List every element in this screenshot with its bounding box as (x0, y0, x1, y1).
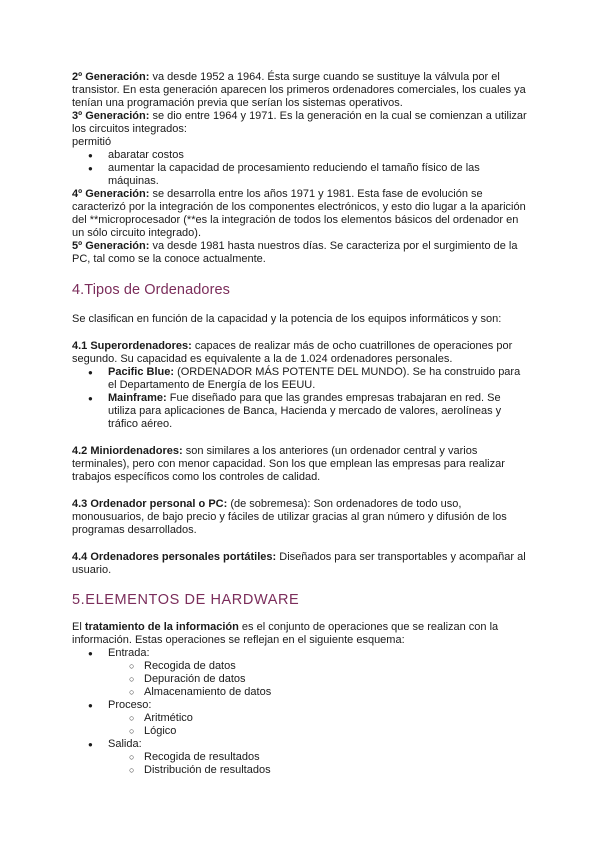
list-item-text: Fue diseñado para que las grandes empresas trabajaran en red. Se utiliza para aplicaciones de Banca, Hacienda y mercado de valores, aerolíneas y tráfico aéreo. (108, 392, 502, 430)
section-4-1 (72, 340, 528, 366)
list-item (72, 392, 528, 431)
scheme-list (72, 647, 528, 777)
section-4-2-text: son similares a los anteriores (un ordenador central y varios terminales), pero con menor capacidad. Son los que emplean las empresas para realizar trabajos específicos como los controles de calidad. (72, 445, 505, 483)
generation-3-label: 3º Generación: (72, 110, 150, 122)
section-4-1-label: 4.1 Superordenadores: (72, 340, 192, 352)
generation-2-label: 2º Generación: (72, 71, 150, 83)
section-4-4 (72, 551, 528, 577)
section-4-4-label: 4.4 Ordenadores personales portátiles: (72, 551, 277, 563)
section-4-2 (72, 445, 528, 484)
scheme-entrada-label: Entrada: (108, 647, 150, 659)
generation-3-list (72, 149, 528, 188)
section-5-intro-pre: El (72, 621, 85, 633)
section-4-3-label: 4.3 Ordenador personal o PC: (72, 498, 228, 510)
list-item (72, 366, 528, 392)
list-item-text: (ORDENADOR MÁS POTENTE DEL MUNDO). Se ha construido para el Departamento de Energía de los EEUU. (108, 366, 521, 391)
document-content (72, 71, 528, 777)
generation-5-label: 5º Generación: (72, 240, 150, 252)
section-4-2-label: 4.2 Miniordenadores: (72, 445, 183, 457)
section-4-3 (72, 498, 528, 537)
list-item: ○ Aritmético (108, 712, 528, 725)
section-5-intro-post: es el conjunto de operaciones que se realizan con la información. Estas operaciones se reflejan en el siguiente esquema: (72, 621, 499, 646)
section-5-intro-bold: tratamiento de la información (84, 621, 239, 633)
section-4-intro: Se clasifican en función de la capacidad y la potencia de los equipos informáticos y son: (72, 313, 502, 325)
list-item: ○ Distribución de resultados (108, 764, 528, 777)
list-item-label: Pacific Blue: (108, 366, 175, 378)
section-5-intro (72, 621, 528, 647)
section-4-1-list (72, 366, 528, 431)
list-item: ○ Depuración de datos (108, 673, 528, 686)
scheme-proceso-items (108, 712, 528, 738)
generation-2 (72, 71, 528, 110)
generation-3-permitio: permitió (72, 136, 112, 148)
list-item: ○ Almacenamiento de datos (108, 686, 528, 699)
list-item: ○ Lógico (108, 725, 528, 738)
section-4-heading: 4.Tipos de Ordenadores (72, 282, 231, 298)
list-item: ○ Recogida de resultados (108, 751, 528, 764)
scheme-salida-label: Salida: (108, 738, 142, 750)
section-4-4-text: Diseñados para ser transportables y acompañar al usuario. (72, 551, 526, 576)
scheme-proceso (72, 699, 528, 738)
generation-3-text: se dio entre 1964 y 1971. Es la generación en la cual se comienzan a utilizar los circuitos integrados: (72, 110, 527, 135)
list-item-label: Mainframe: (108, 392, 167, 404)
section-5-heading: 5.ELEMENTOS DE HARDWARE (72, 592, 300, 608)
list-item: ● aumentar la capacidad de procesamiento reduciendo el tamaño físico de las máquinas. (72, 162, 528, 188)
scheme-entrada (72, 647, 528, 699)
scheme-proceso-label: Proceso: (108, 699, 152, 711)
generation-4-label: 4º Generación: (72, 188, 150, 200)
generation-4-text: se desarrolla entre los años 1971 y 1981. Esta fase de evolución se caracterizó por la integración de los componentes electrónicos, y esto dio lugar a la aparición del **microprocesador (**es la integración de todos los elementos básicos del ordenador en un sólo circuito integrado). (72, 188, 526, 239)
generation-2-text: va desde 1952 a 1964. Ésta surge cuando se sustituye la válvula por el transistor. En esta generación aparecen los primeros ordenadores comerciales, los cuales ya tenían una programación previa que serían los sistemas operativos. (72, 71, 526, 109)
scheme-entrada-items (108, 660, 528, 699)
generation-5-text: va desde 1981 hasta nuestros días. Se caracteriza por el surgimiento de la PC, tal como se la conoce actualmente. (72, 240, 518, 265)
scheme-salida (72, 738, 528, 777)
list-item: ● abaratar costos (72, 149, 528, 162)
section-4-1-text: capaces de realizar más de ocho cuatrillones de operaciones por segundo. Su capacidad es equivalente a la de 1.024 ordenadores personales. (72, 340, 513, 365)
section-4-3-text: (de sobremesa): Son ordenadores de todo uso, monousuarios, de bajo precio y fáciles de utilizar gracias al gran número y difusión de los programas desarrollados. (72, 498, 507, 536)
list-item: ○ Recogida de datos (108, 660, 528, 673)
generation-5 (72, 240, 528, 266)
generation-4 (72, 188, 528, 240)
generation-3 (72, 110, 528, 136)
scheme-salida-items (108, 751, 528, 777)
